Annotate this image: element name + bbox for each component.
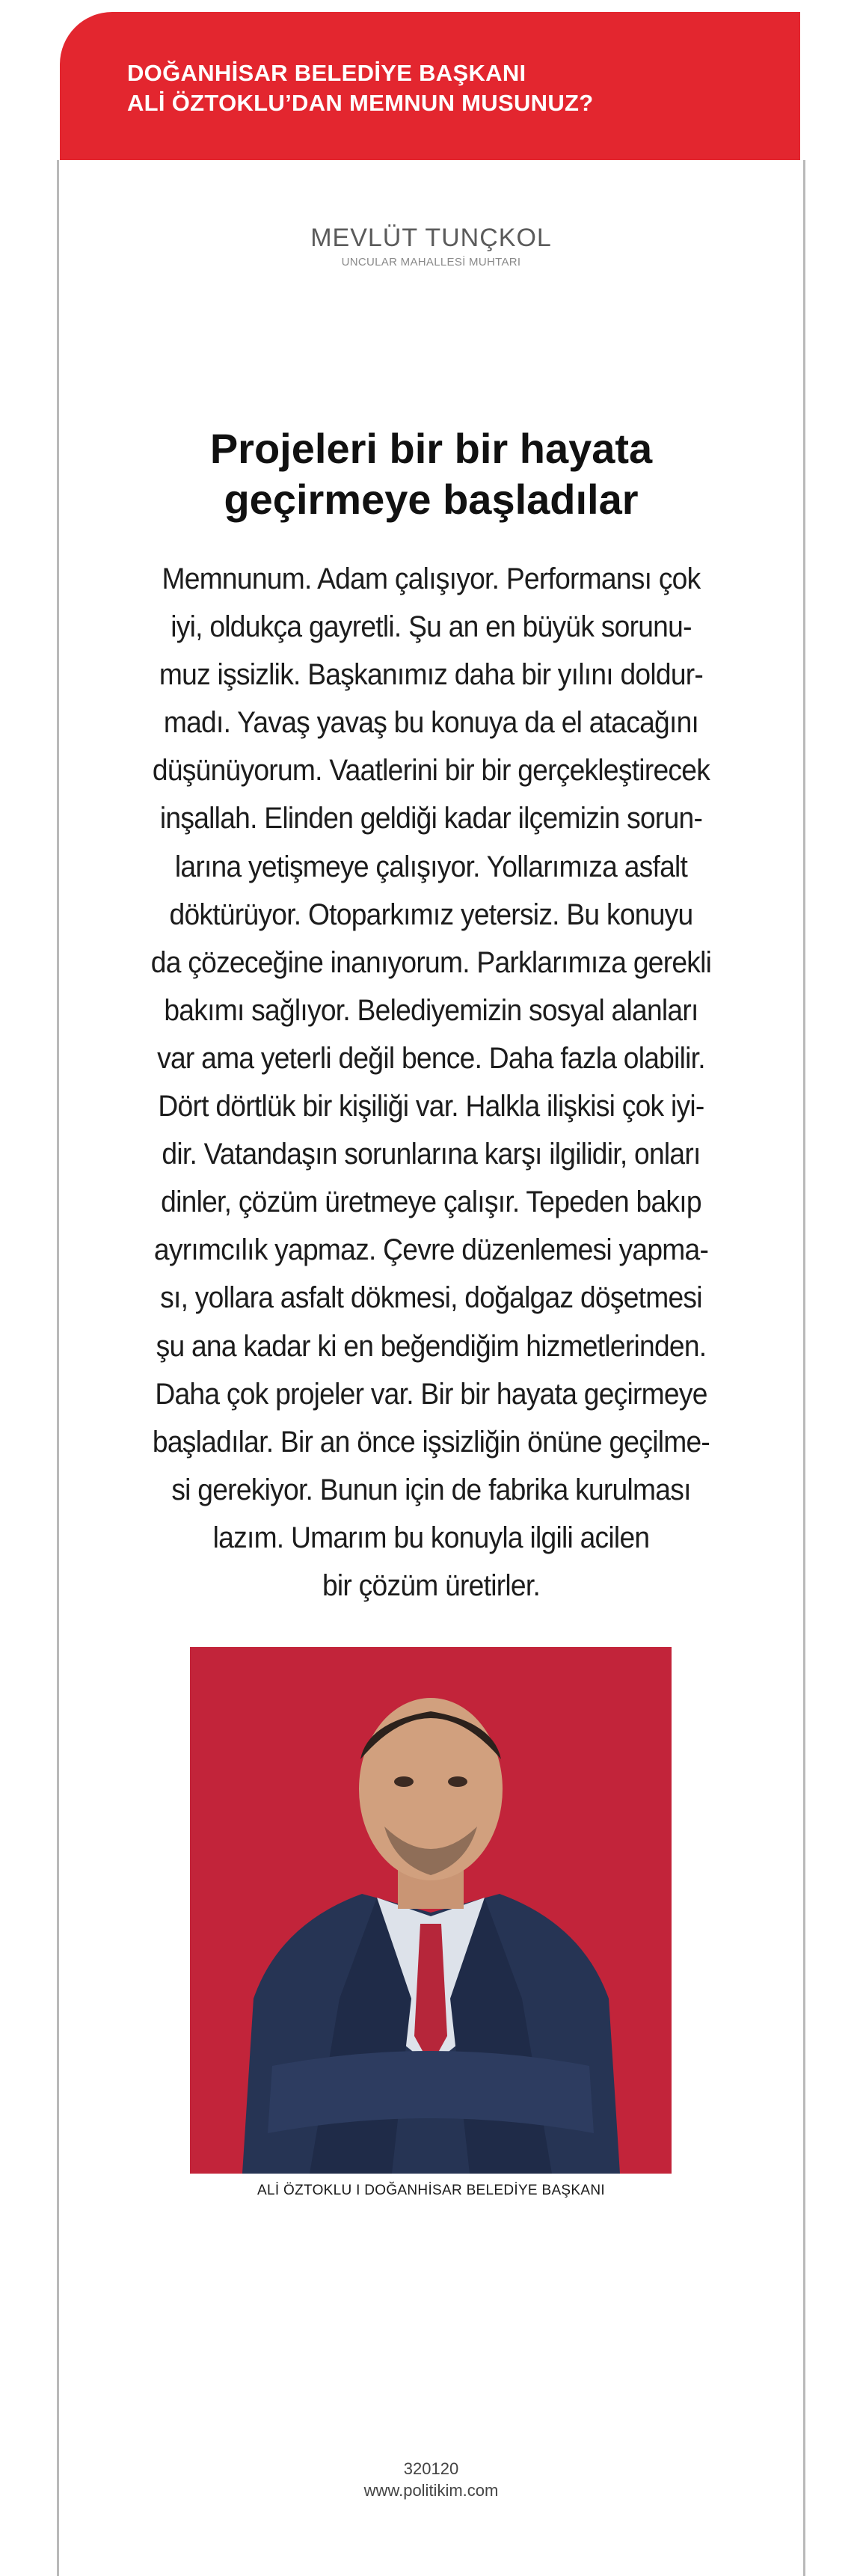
body-line: dir. Vatandaşın sorunlarına karşı ilgilidir, onları: [162, 1138, 701, 1171]
right-eye: [448, 1776, 467, 1787]
body-line: si gerekiyor. Bunun için de fabrika kurulması: [171, 1473, 691, 1506]
header-title-line-2: ALİ ÖZTOKLU’DAN MEMNUN MUSUNUZ?: [127, 90, 594, 116]
body-line: lazım. Umarım bu konuyla ilgili acilen: [212, 1521, 650, 1554]
body-line: madı. Yavaş yavaş bu konuya da el atacağını: [163, 706, 699, 740]
author-block: [59, 223, 803, 269]
right-frame-rule: [803, 160, 805, 2576]
left-eye: [394, 1776, 414, 1787]
body-line: ayrımcılık yapmaz. Çevre düzenlemesi yapma-: [153, 1233, 709, 1267]
body-line: şu ana kadar ki en beğendiğim hizmetlerinden.: [156, 1329, 707, 1363]
header-banner: [60, 12, 800, 160]
body-line: bakımı sağlıyor. Belediyemizin sosyal alanları: [164, 993, 698, 1027]
body-line: larına yetişmeye çalışıyor. Yollarımıza asfalt: [174, 850, 688, 883]
body-line: dinler, çözüm üretmeye çalışır. Tepeden bakıp: [161, 1186, 701, 1219]
body-line: başladılar. Bir an önce işsizliğin önüne geçilme-: [152, 1425, 710, 1459]
body-line: Dört dörtlük bir kişiliği var. Halkla ilişkisi çok iyi-: [158, 1090, 704, 1123]
article-body: [85, 555, 777, 1610]
portrait-photo: [190, 1647, 672, 2174]
body-line: var ama yeterli değil bence. Daha fazla olabilir.: [157, 1041, 705, 1075]
author-role: UNCULAR MAHALLESİ MUHTARI: [341, 256, 521, 269]
body-line: inşallah. Elinden geldiği kadar ilçemizin sorun-: [159, 802, 703, 835]
photo-caption: ALİ ÖZTOKLU I DOĞANHİSAR BELEDİYE BAŞKANI: [257, 2183, 605, 2198]
article-headline: [59, 423, 803, 525]
headline-line-1: Projeleri bir bir hayata: [209, 425, 653, 472]
header-title-line-1: DOĞANHİSAR BELEDİYE BAŞKANI: [127, 60, 526, 86]
author-name: MEVLÜT TUNÇKOL: [310, 224, 552, 252]
body-line: sı, yollara asfalt dökmesi, doğalgaz döşetmesi: [160, 1281, 702, 1315]
body-line: bir çözüm üretirler.: [322, 1568, 541, 1602]
portrait-illustration: [190, 1647, 672, 2174]
body-line: döktürüyor. Otoparkımız yetersiz. Bu konuyu: [169, 898, 693, 931]
body-line: düşünüyorum. Vaatlerini bir bir gerçekleştirecek: [152, 754, 710, 788]
body-line: iyi, oldukça gayretli. Şu an en büyük sorunu-: [171, 610, 692, 644]
body-line: Memnunum. Adam çalışıyor. Performansı çok: [162, 562, 701, 595]
body-line: da çözeceğine inanıyorum. Parklarımıza gerekli: [150, 945, 712, 979]
headline-line-2: geçirmeye başladılar: [224, 476, 639, 523]
body-line: muz işsizlik. Başkanımız daha bir yılını doldur-: [159, 658, 704, 692]
footer-website: www.politikim.com: [363, 2481, 499, 2500]
body-line: Daha çok projeler var. Bir bir hayata geçirmeye: [155, 1377, 707, 1411]
footer-code: 320120: [403, 2459, 459, 2478]
page-footer: [59, 2458, 803, 2501]
necktie: [414, 1924, 447, 2066]
